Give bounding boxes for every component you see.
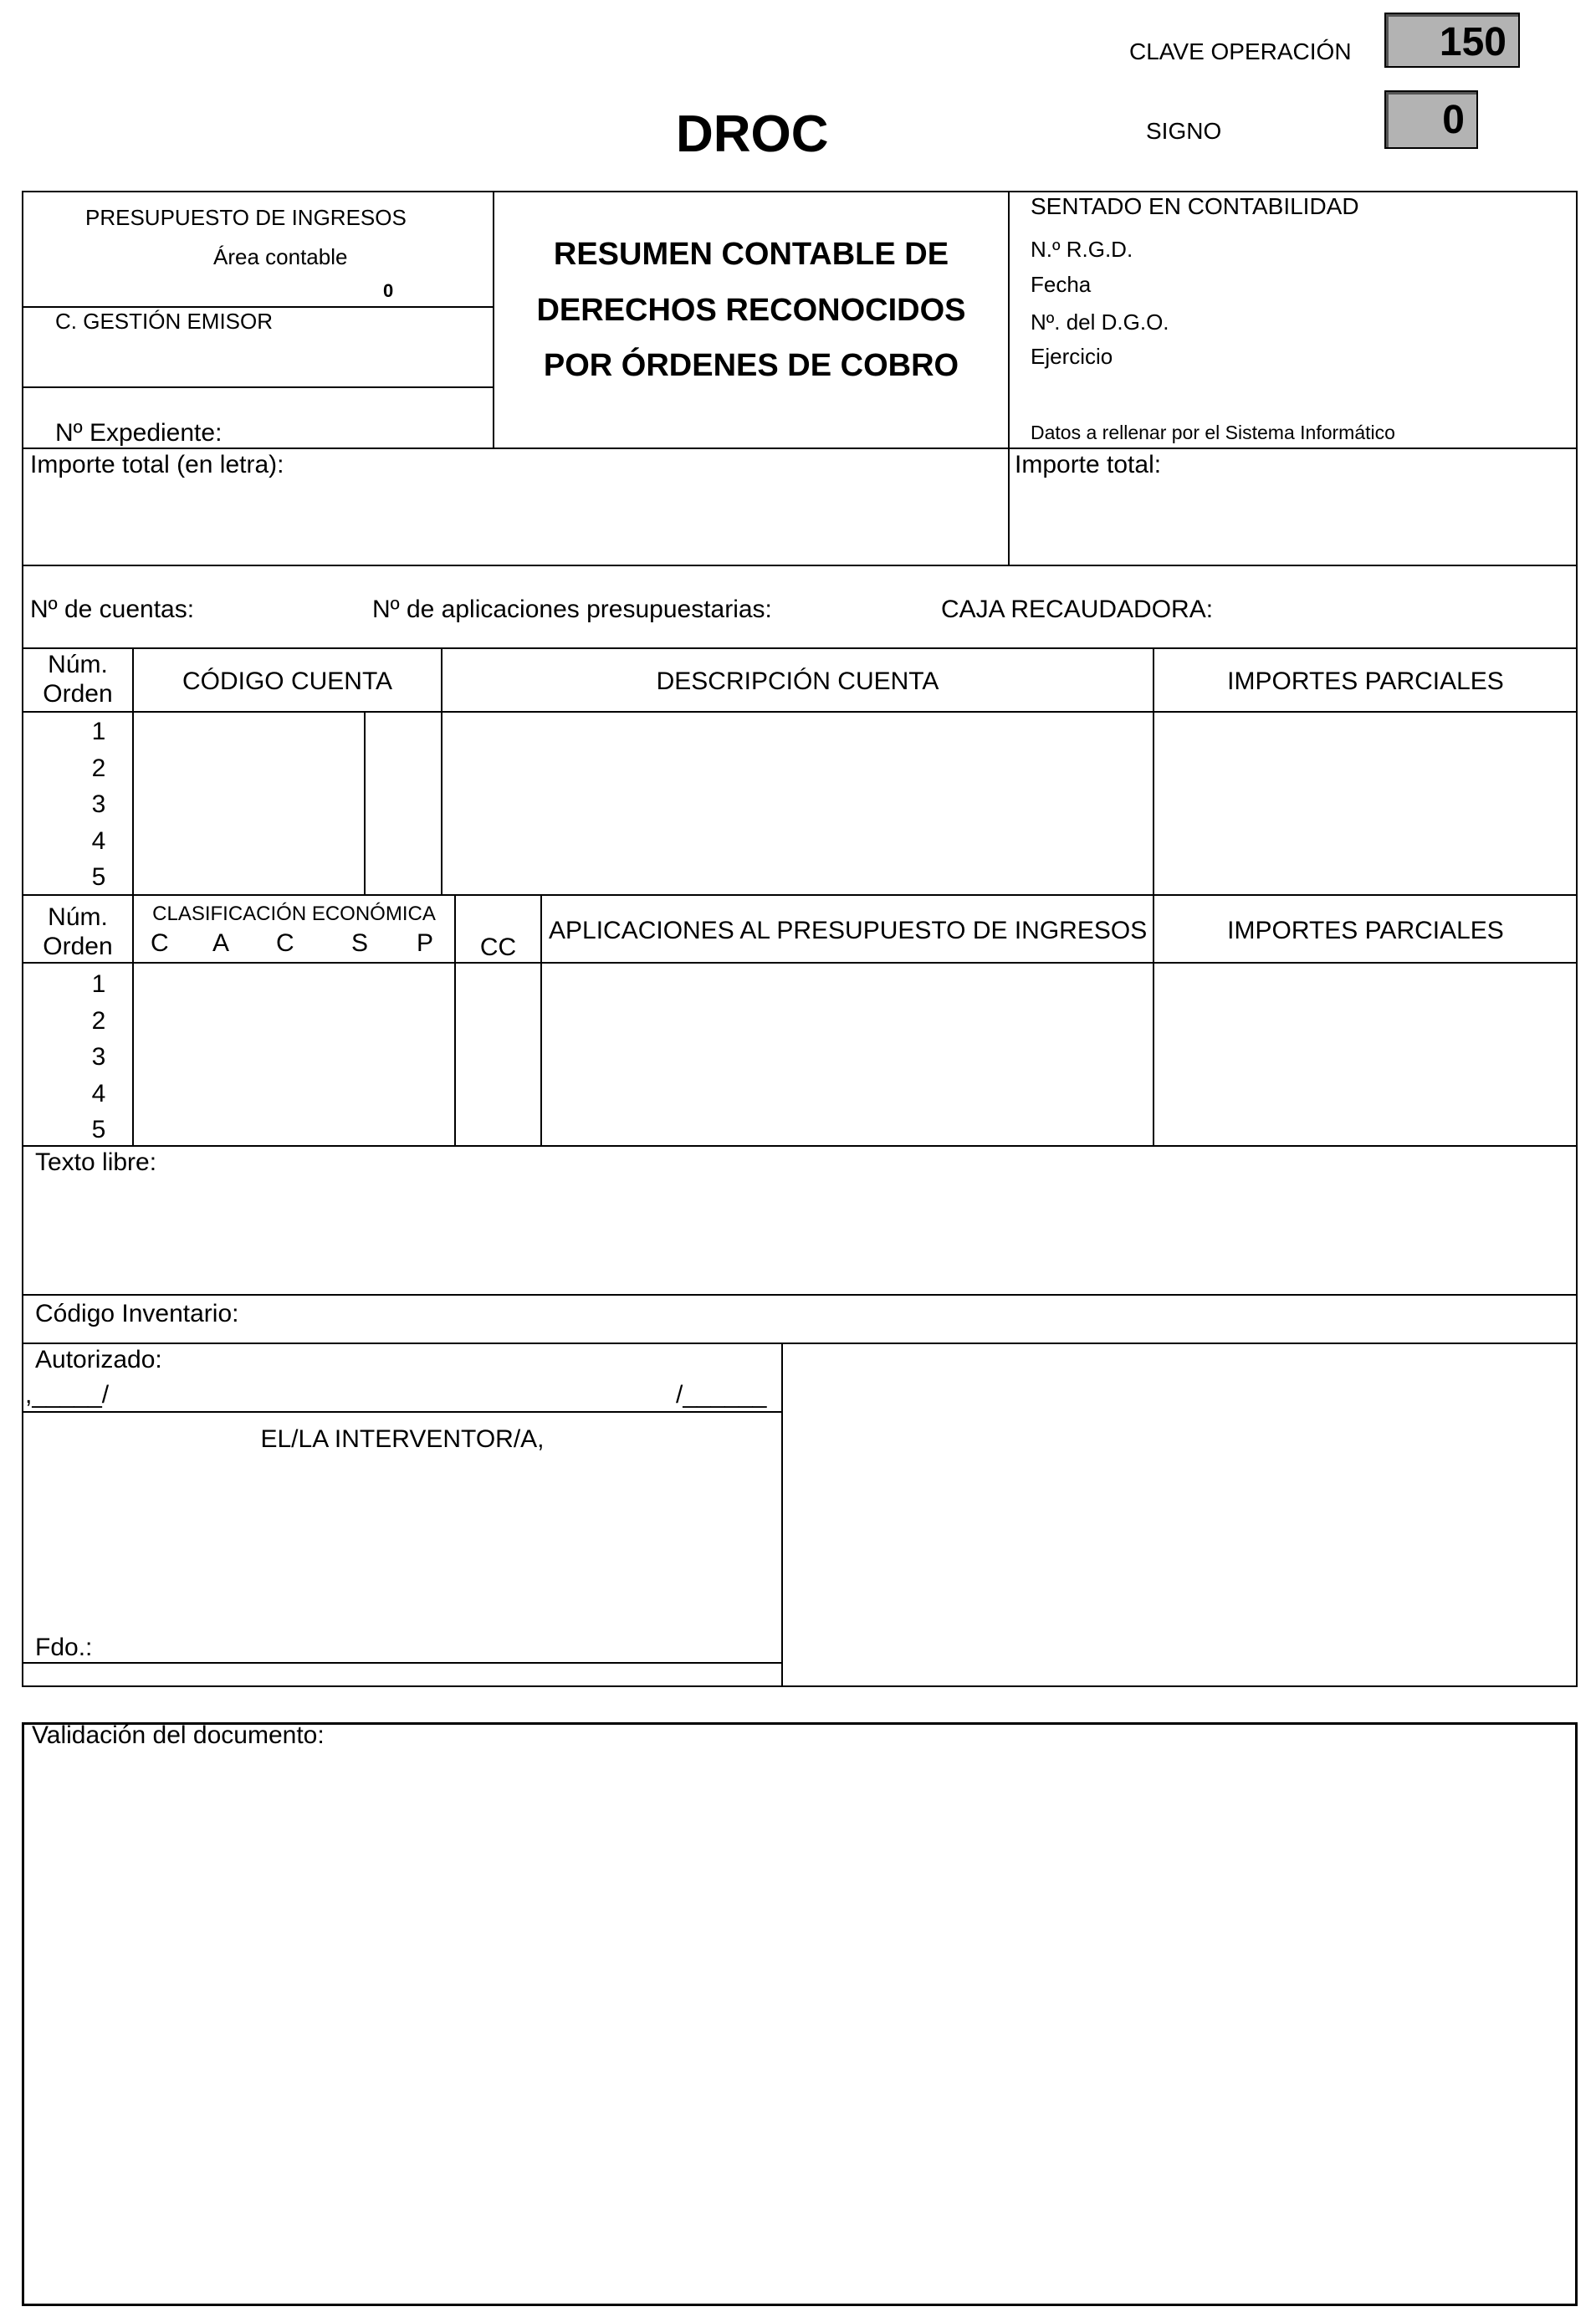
t2-cc-header: CC [479,933,517,961]
t1-row-number: 2 [91,754,106,782]
t2-clasif-letter: A [212,929,230,957]
resumen-line-3: POR ÓRDENES DE COBRO [543,348,959,383]
t2-importes-header: IMPORTES PARCIALES [1227,917,1504,944]
divider [22,306,494,308]
divider [22,711,1578,713]
divider [454,894,456,1146]
divider [22,1294,1578,1296]
expediente-label: Nº Expediente: [55,419,223,447]
t1-row-number: 4 [91,827,106,855]
caja-recaudadora-label: CAJA RECAUDADORA: [941,596,1214,623]
t1-row-number: 5 [91,863,106,891]
divider [781,1343,783,1687]
t2-row-number: 5 [91,1116,106,1143]
t2-clasificacion-header: CLASIFICACIÓN ECONÓMICA [152,903,436,925]
autorizado-date-right: /______ [676,1381,767,1409]
resumen-line-2: DERECHOS RECONOCIDOS [536,293,966,328]
t1-codigo-header: CÓDIGO CUENTA [182,667,393,695]
validacion-label: Validación del documento: [32,1721,325,1749]
ejercicio-label: Ejercicio [1031,344,1113,369]
gestion-emisor-label: C. GESTIÓN EMISOR [55,309,274,334]
presupuesto-ingresos: PRESUPUESTO DE INGRESOS [85,205,407,230]
t1-num-header-1: Núm. [48,651,108,678]
signo-label: SIGNO [1146,118,1222,144]
t1-row-number: 1 [91,718,106,745]
t2-row-number: 2 [91,1007,106,1035]
area-contable-value: 0 [383,280,394,301]
divider [22,1411,782,1413]
importe-total-label: Importe total: [1015,451,1162,478]
t1-row-number: 3 [91,790,106,818]
divider [22,565,1578,566]
divider [1008,191,1010,565]
validacion-box [22,1722,1578,2306]
divider [22,894,1578,896]
t2-clasif-letter: P [417,929,434,957]
fdo-label: Fdo.: [35,1634,93,1661]
divider [22,448,1578,449]
interventor-label: EL/LA INTERVENTOR/A, [260,1425,545,1453]
num-aplicaciones-label: Nº de aplicaciones presupuestarias: [372,596,772,623]
t2-num-header-2: Orden [43,933,113,960]
signo-box [1384,90,1478,149]
divider [364,711,366,895]
t2-aplicaciones-header: APLICACIONES AL PRESUPUESTO DE INGRESOS [549,917,1148,944]
divider [22,1662,782,1664]
divider [1153,647,1154,1146]
t1-descripcion-header: DESCRIPCIÓN CUENTA [656,667,939,695]
divider [22,647,1578,649]
area-contable-label: Área contable [213,244,348,269]
clave-operacion-box [1384,13,1520,68]
t2-row-number: 1 [91,970,106,998]
autorizado-label: Autorizado: [35,1346,162,1373]
divider [540,894,542,1146]
clave-operacion-label: CLAVE OPERACIÓN [1129,38,1352,64]
t1-importes-header: IMPORTES PARCIALES [1227,667,1504,695]
rgd-label: N.º R.G.D. [1031,237,1133,262]
resumen-line-1: RESUMEN CONTABLE DE [553,237,949,272]
t2-clasif-letter: C [276,929,294,957]
num-cuentas-label: Nº de cuentas: [30,596,195,623]
t2-row-number: 4 [91,1080,106,1107]
datos-sistema-note: Datos a rellenar por el Sistema Informático [1031,422,1395,443]
form-title: DROC [676,105,829,163]
t2-num-header-1: Núm. [48,903,108,931]
divider [22,1343,1578,1344]
importe-letra-label: Importe total (en letra): [30,451,284,478]
divider [22,1145,1578,1147]
signo-value: 0 [1442,98,1465,142]
codigo-inventario-label: Código Inventario: [35,1300,239,1327]
t2-row-number: 3 [91,1043,106,1071]
divider [22,386,494,388]
clave-operacion-value: 150 [1439,20,1506,64]
t2-clasif-letter: S [351,929,369,957]
t1-num-header-2: Orden [43,680,113,708]
divider [493,191,494,448]
fecha-label: Fecha [1031,272,1092,297]
texto-libre-label: Texto libre: [35,1148,157,1176]
sentado-label: SENTADO EN CONTABILIDAD [1031,193,1359,219]
autorizado-date-left: ,_____/ [25,1381,110,1409]
t2-clasif-letter: C [151,929,169,957]
dgo-label: Nº. del D.G.O. [1031,309,1169,335]
divider [22,962,1578,964]
